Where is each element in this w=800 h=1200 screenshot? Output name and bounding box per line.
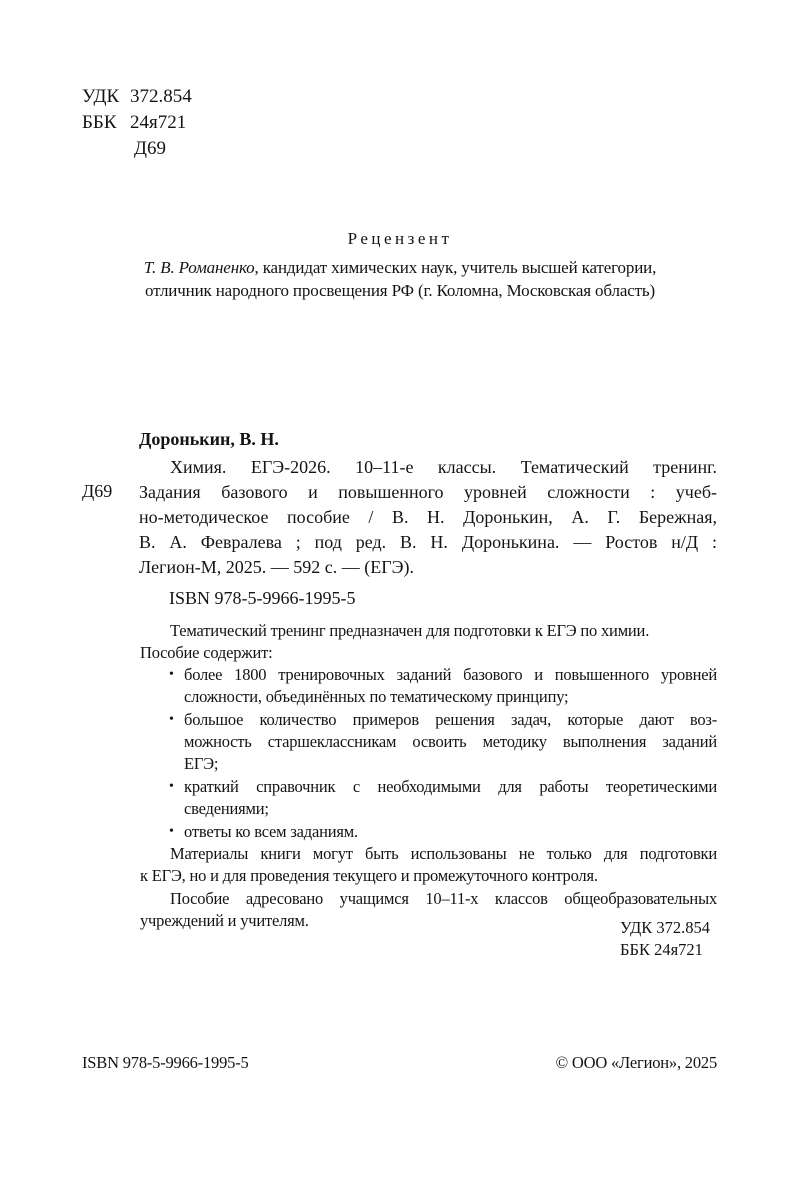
reviewer-name: Т. В. Романенко [143,258,255,277]
bullet-icon: • [169,712,174,727]
card-line: В. А. Февралева ; под ред. В. Н. Доронькина. — Ростов н/Д : [139,532,717,552]
top-udk [82,86,192,108]
annotation-intro-2: Пособие содержит: [140,643,273,662]
card-author: Доронькин, В. Н. [139,429,279,449]
udk-value: 372.854 [130,86,192,107]
materials-line: к ЕГЭ, но и для проведения текущего и промежуточного контроля. [140,866,598,885]
reviewer-credentials: , кандидат химических наук, учитель высшей категории, [254,258,657,277]
bullet-line: краткий справочник с необходимыми для работы теоретическими [184,777,717,796]
card-isbn: ISBN 978-5-9966-1995-5 [169,588,356,608]
annotation-udk: УДК 372.854 [620,918,711,937]
reviewer-line-1 [0,257,800,279]
audience-line: Пособие адресовано учащимся 10–11-х классов общеобразовательных [170,889,717,908]
bullet-line: сведениями; [184,799,269,818]
bbk-value: 24я721 [130,112,187,133]
reviewer-line-2: отличник народного просвещения РФ (г. Коломна, Московская область) [144,281,656,300]
annotation-bbk: ББК 24я721 [620,940,703,959]
bullet-line: ответы ко всем заданиям. [184,822,358,841]
card-line: Легион-М, 2025. — 592 с. — (ЕГЭ). [139,557,414,577]
bullet-line: большое количество примеров решения задач, которые дают воз- [184,710,717,729]
bullet-line: более 1800 тренировочных заданий базового и повышенного уровней [184,665,717,684]
top-bbk [82,112,186,134]
bullet-icon: • [169,779,174,794]
card-line: Задания базового и повышенного уровней сложности : учеб- [139,482,717,502]
materials-line: Материалы книги могут быть использованы не только для подготовки [170,844,717,863]
footer-isbn: ISBN 978-5-9966-1995-5 [82,1053,249,1072]
annotation-intro: Тематический тренинг предназначен для подготовки к ЕГЭ по химии. [170,621,650,640]
author-code: Д69 [134,138,166,159]
audience-line: учреждений и учителям. [140,911,309,930]
bullet-icon: • [169,824,174,839]
card-line: Химия. ЕГЭ-2026. 10–11-е классы. Тематический тренинг. [170,457,717,477]
bullet-line: можность старшеклассникам освоить методику выполнения заданий [184,732,717,751]
bullet-line: ЕГЭ; [184,754,219,773]
bullet-line: сложности, объединённых по тематическому принципу; [184,687,569,706]
bullet-icon: • [169,667,174,682]
footer-copyright: © ООО «Легион», 2025 [555,1053,717,1072]
card-line: но-методическое пособие / В. Н. Доронькин, А. Г. Бережная, [139,507,717,527]
bbk-label: ББК [82,112,117,133]
card-code: Д69 [82,481,113,501]
reviewer-heading: Рецензент [347,229,453,248]
udk-label: УДК [82,86,120,107]
